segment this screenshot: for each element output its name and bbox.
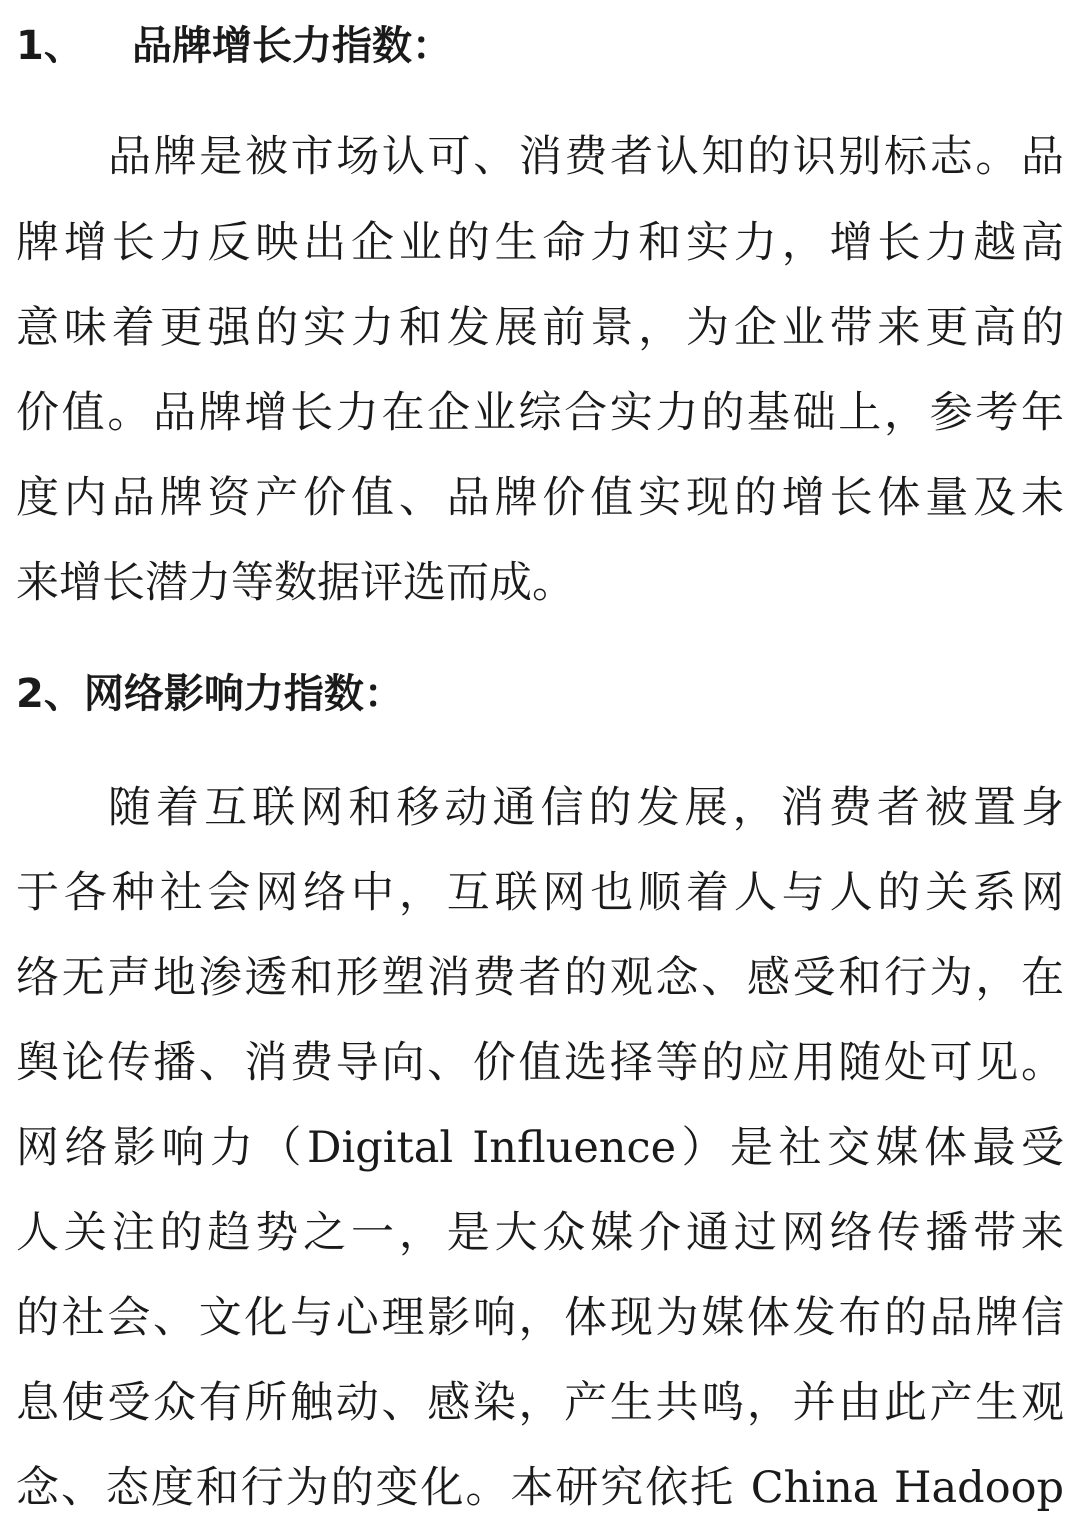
section-1-line: 价值。品牌增长力在企业综合实力的基础上，参考年 <box>16 388 1064 438</box>
section-2-line: 舆论传播、消费导向、价值选择等的应用随处可见。 <box>16 1038 1064 1088</box>
section-2-heading <box>16 670 404 718</box>
section-1-line: 意味着更强的实力和发展前景，为企业带来更高的 <box>16 303 1064 353</box>
section-2-number: 2、 <box>16 671 84 717</box>
section-1-title: 品牌增长力指数： <box>132 23 452 69</box>
section-2-line: 网络影响力（Digital Influence）是社交媒体最受 <box>16 1123 1064 1173</box>
section-2-line: 于各种社会网络中，互联网也顺着人与人的关系网 <box>16 868 1064 918</box>
section-1-line: 来增长潜力等数据评选而成。 <box>16 558 575 608</box>
section-1-line: 度内品牌资产价值、品牌价值实现的增长体量及未 <box>16 473 1064 523</box>
section-1-number: 1、 <box>16 23 84 69</box>
section-2-line: 的社会、文化与心理影响，体现为媒体发布的品牌信 <box>16 1293 1064 1343</box>
section-1-heading <box>16 22 452 70</box>
section-2-line: 络无声地渗透和形塑消费者的观念、感受和行为，在 <box>16 953 1064 1003</box>
section-2-line: 念、态度和行为的变化。本研究依托 China Hadoop <box>16 1463 1064 1513</box>
section-2-line: 息使受众有所触动、感染，产生共鸣，并由此产生观 <box>16 1378 1064 1428</box>
section-1-line: 品牌是被市场认可、消费者认知的识别标志。品 <box>108 132 1064 182</box>
section-1-line: 牌增长力反映出企业的生命力和实力，增长力越高 <box>16 218 1064 268</box>
section-2-line: 随着互联网和移动通信的发展，消费者被置身 <box>108 783 1064 833</box>
section-2-line: 人关注的趋势之一，是大众媒介通过网络传播带来 <box>16 1208 1064 1258</box>
section-2-title: 网络影响力指数： <box>83 671 404 717</box>
